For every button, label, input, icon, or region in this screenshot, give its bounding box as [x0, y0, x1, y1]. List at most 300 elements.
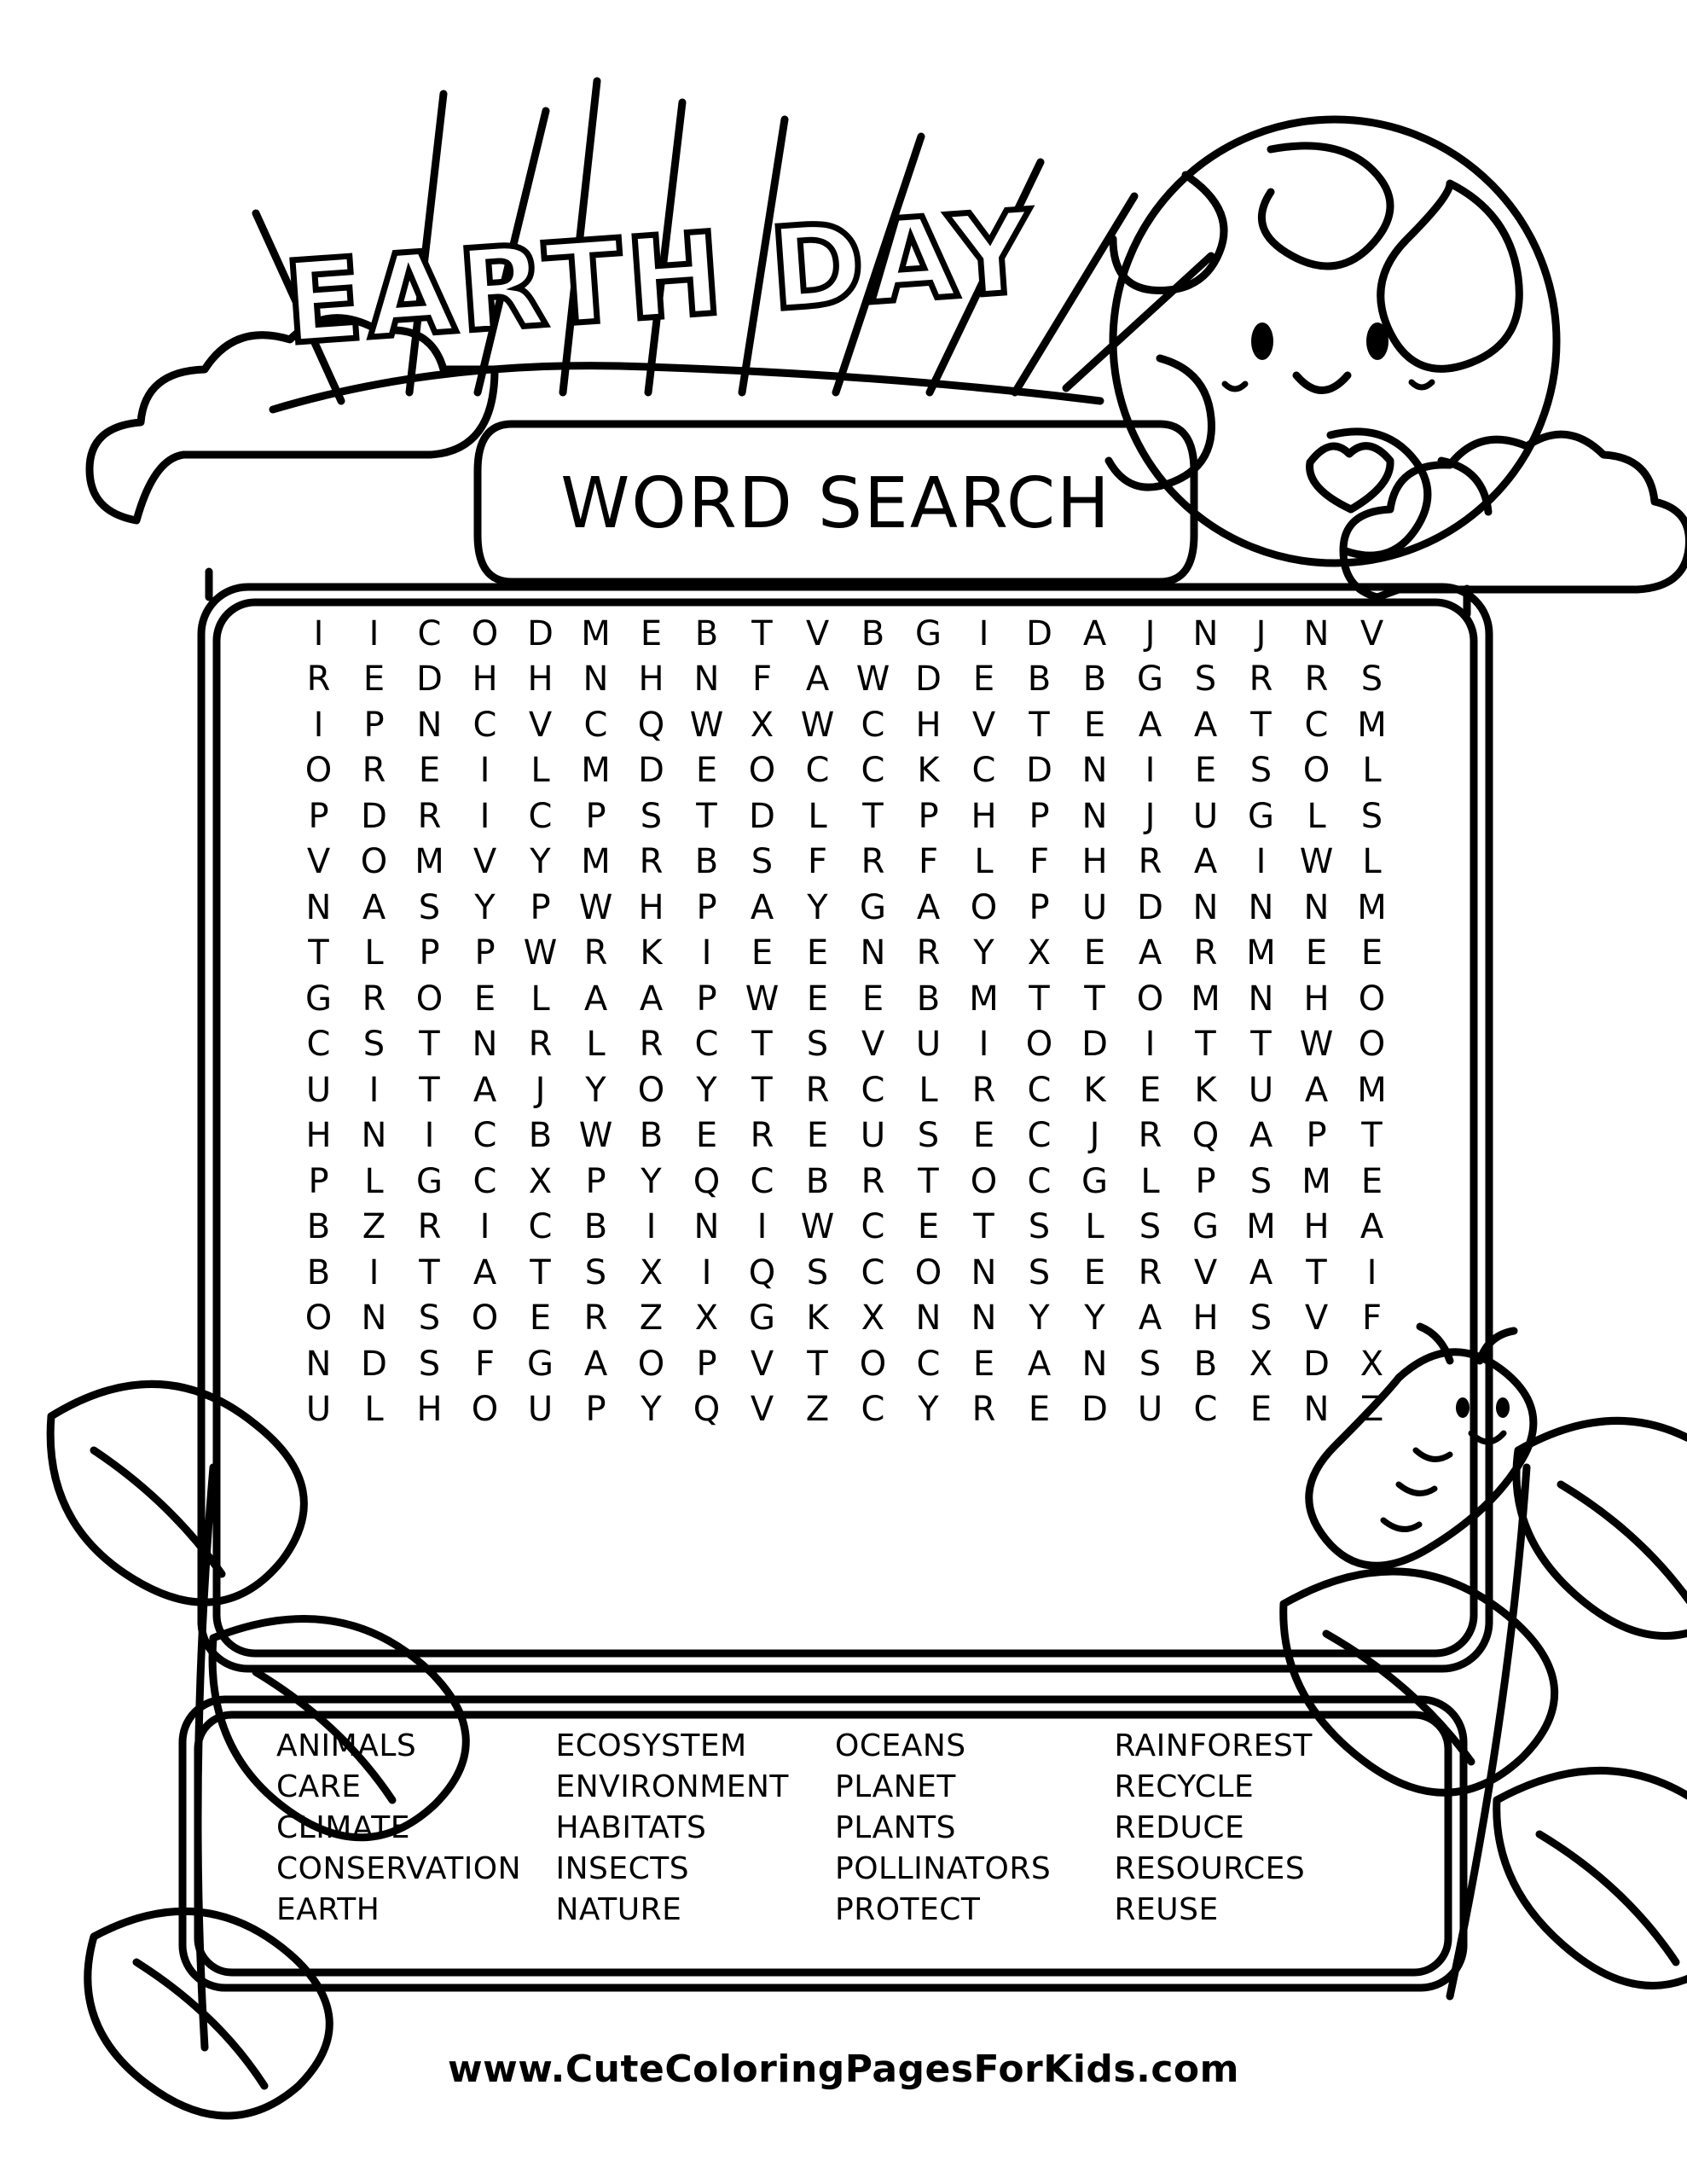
grid-cell: G — [1248, 796, 1274, 836]
grid-cell: Y — [585, 1070, 606, 1110]
grid-cell: P — [1306, 1116, 1327, 1156]
grid-cell: A — [472, 1252, 497, 1292]
grid-cell: N — [305, 887, 332, 927]
grid-cell: P — [419, 933, 440, 973]
grid-cell: E — [695, 751, 718, 791]
grid-cell: H — [1303, 979, 1330, 1019]
grid-cell: S — [1249, 1161, 1272, 1201]
grid-cell: C — [805, 751, 830, 791]
grid-cell: S — [1028, 1252, 1051, 1292]
grid-cell: B — [916, 979, 941, 1019]
grid-cell: C — [528, 796, 553, 836]
grid-cell: R — [861, 842, 885, 882]
grid-cell: N — [915, 1298, 942, 1339]
grid-cell: L — [974, 842, 994, 882]
grid-cell: L — [1140, 1161, 1160, 1201]
grid-cell: G — [305, 979, 332, 1019]
grid-cell: I — [368, 1070, 380, 1110]
grid-cell: T — [1306, 1252, 1327, 1292]
grid-cell: E — [695, 1116, 718, 1156]
grid-cell: M — [1357, 1070, 1387, 1110]
grid-cell: R — [306, 659, 331, 700]
grid-cell: G — [1192, 1207, 1219, 1247]
grid-cell: P — [585, 1390, 606, 1430]
grid-cell: Y — [696, 1070, 717, 1110]
grid-cell: C — [1193, 1390, 1218, 1430]
grid-cell: I — [701, 1252, 712, 1292]
grid-cell: S — [806, 1025, 829, 1065]
grid-cell: X — [639, 1252, 664, 1292]
grid-cell: N — [1192, 887, 1219, 927]
grid-cell: H — [416, 1390, 443, 1430]
grid-cell: U — [915, 1025, 942, 1065]
grid-cell: L — [1307, 796, 1326, 836]
grid-cell: B — [1193, 1344, 1218, 1384]
grid-cell: T — [1361, 1116, 1383, 1156]
grid-cell: X — [1249, 1344, 1273, 1384]
grid-cell: N — [971, 1252, 997, 1292]
grid-cell: K — [917, 751, 940, 791]
grid-cell: R — [362, 751, 386, 791]
grid-cell: T — [862, 796, 884, 836]
grid-cell: D — [1026, 613, 1052, 653]
grid-cell: H — [971, 796, 997, 836]
grid-cell: B — [694, 613, 719, 653]
word-list-item: PLANTS — [835, 1809, 956, 1845]
grid-cell: X — [694, 1298, 719, 1339]
grid-cell: R — [417, 796, 442, 836]
title-area — [0, 51, 1687, 597]
grid-cell: N — [361, 1116, 387, 1156]
grid-cell: M — [1191, 979, 1220, 1019]
grid-cell: N — [361, 1298, 387, 1339]
grid-cell: U — [1081, 887, 1108, 927]
grid-cell: A — [362, 887, 386, 927]
grid-cell: R — [417, 1207, 442, 1247]
grid-cell: J — [535, 1070, 546, 1110]
grid-cell: G — [915, 613, 942, 653]
grid-cell: Y — [1084, 1298, 1105, 1339]
grid-cell: A — [1249, 1252, 1273, 1292]
grid-cell: U — [1248, 1070, 1274, 1110]
grid-cell: Y — [1029, 1298, 1050, 1339]
grid-cell: S — [1360, 796, 1383, 836]
grid-cell: C — [861, 1070, 885, 1110]
grid-cell: C — [861, 1207, 885, 1247]
grid-cell: V — [861, 1025, 885, 1065]
grid-cell: J — [1255, 613, 1267, 653]
grid-cell: O — [1302, 751, 1330, 791]
grid-cell: A — [1082, 613, 1107, 653]
grid-cell: H — [472, 659, 498, 700]
grid-cell: E — [806, 979, 829, 1019]
grid-cell: F — [474, 1344, 495, 1384]
grid-cell: R — [1304, 659, 1329, 700]
grid-cell: L — [586, 1025, 606, 1065]
grid-cell: T — [1195, 1025, 1216, 1065]
grid-cell: T — [1084, 979, 1105, 1019]
grid-cell: T — [1029, 979, 1050, 1019]
grid-cell: E — [1028, 1390, 1051, 1430]
grid-cell: X — [1027, 933, 1052, 973]
grid-cell: O — [637, 1344, 665, 1384]
grid-cell: N — [1248, 979, 1274, 1019]
grid-cell: N — [305, 1344, 332, 1384]
grid-cell: B — [306, 1252, 331, 1292]
grid-cell: B — [583, 1207, 608, 1247]
grid-cell: Y — [474, 887, 496, 927]
grid-cell: D — [1026, 751, 1052, 791]
grid-cell: G — [1137, 659, 1163, 700]
grid-cell: E — [806, 1116, 829, 1156]
word-list-item: RESOURCES — [1114, 1850, 1306, 1886]
word-list-item: EARTH — [276, 1891, 380, 1927]
grid-cell: O — [914, 1252, 942, 1292]
word-list — [276, 1725, 1394, 1930]
word-list-item: PROTECT — [835, 1891, 981, 1927]
grid-cell: R — [1138, 842, 1162, 882]
grid-cell: U — [305, 1390, 332, 1430]
grid-cell: N — [1081, 796, 1108, 836]
grid-cell: M — [1357, 887, 1387, 927]
grid-cell: I — [313, 613, 324, 653]
grid-cell: K — [1083, 1070, 1106, 1110]
grid-cell: I — [1145, 751, 1156, 791]
grid-cell: N — [971, 1298, 997, 1339]
grid-cell: R — [1249, 659, 1273, 700]
grid-cell: P — [530, 887, 551, 927]
grid-cell: A — [1027, 1344, 1052, 1384]
grid-cell: C — [971, 751, 996, 791]
grid-cell: G — [527, 1344, 554, 1384]
grid-cell: L — [530, 979, 550, 1019]
grid-cell: T — [696, 796, 717, 836]
grid-cell: C — [472, 1161, 497, 1201]
grid-cell: I — [1145, 1025, 1156, 1065]
grid-cell: Q — [1191, 1116, 1220, 1156]
grid-cell: K — [806, 1298, 829, 1339]
word-list-item: RECYCLE — [1114, 1769, 1255, 1804]
grid-cell: W — [523, 933, 558, 973]
grid-cell: E — [1083, 933, 1106, 973]
grid-cell: N — [693, 1207, 720, 1247]
grid-cell: H — [1192, 1298, 1219, 1339]
grid-cell: V — [1359, 613, 1384, 653]
grid-cell: O — [970, 1161, 998, 1201]
grid-cell: S — [917, 1116, 940, 1156]
grid-cell: C — [1027, 1161, 1052, 1201]
grid-cell: H — [638, 659, 664, 700]
word-list-item: ANIMALS — [276, 1728, 417, 1763]
grid-cell: O — [471, 613, 499, 653]
grid-cell: D — [1137, 887, 1163, 927]
grid-cell: O — [1136, 979, 1164, 1019]
grid-cell: E — [1139, 1070, 1162, 1110]
grid-cell: R — [528, 1025, 553, 1065]
grid-cell: L — [364, 1390, 384, 1430]
grid-cell: C — [861, 751, 885, 791]
grid-cell: C — [306, 1025, 331, 1065]
grid-cell: S — [751, 842, 774, 882]
grid-cell: A — [639, 979, 664, 1019]
word-list-item: CLIMATE — [276, 1809, 410, 1845]
word-list-item: POLLINATORS — [835, 1850, 1052, 1886]
grid-cell: B — [1082, 659, 1107, 700]
grid-cell: M — [415, 842, 444, 882]
grid-cell: K — [640, 933, 663, 973]
grid-cell: E — [806, 933, 829, 973]
grid-cell: M — [581, 613, 611, 653]
grid-cell: R — [916, 933, 941, 973]
grid-cell: D — [1303, 1344, 1330, 1384]
grid-cell: J — [1145, 796, 1156, 836]
grid-cell: N — [693, 659, 720, 700]
grid-cell: D — [1081, 1025, 1108, 1065]
grid-cell: A — [750, 887, 774, 927]
grid-cell: E — [1360, 933, 1383, 973]
grid-cell: D — [527, 613, 554, 653]
grid-cell: O — [637, 1070, 665, 1110]
grid-cell: P — [1029, 887, 1050, 927]
grid-cell: X — [750, 705, 774, 745]
grid-cell: U — [305, 1070, 332, 1110]
word-list-item: CONSERVATION — [276, 1850, 522, 1886]
grid-cell: I — [1366, 1252, 1377, 1292]
grid-cell: M — [969, 979, 999, 1019]
grid-cell: D — [749, 796, 775, 836]
grid-cell: C — [417, 613, 442, 653]
grid-cell: C — [750, 1161, 774, 1201]
grid-cell: E — [1194, 751, 1217, 791]
grid-cell: R — [1138, 1252, 1162, 1292]
grid-cell: G — [749, 1298, 775, 1339]
grid-cell: P — [696, 887, 717, 927]
grid-cell: W — [689, 705, 724, 745]
grid-cell: T — [419, 1070, 440, 1110]
grid-cell: B — [1027, 659, 1052, 700]
grid-cell: O — [970, 887, 998, 927]
grid-cell: C — [694, 1025, 719, 1065]
grid-cell: M — [1246, 933, 1276, 973]
grid-cell: I — [701, 933, 712, 973]
grid-cell: L — [530, 751, 550, 791]
grid-cell: W — [800, 1207, 835, 1247]
grid-cell: Q — [693, 1161, 721, 1201]
word-list-box — [183, 1699, 1462, 1981]
grid-cell: D — [915, 659, 942, 700]
grid-cell: I — [1255, 842, 1267, 882]
grid-cell: E — [418, 751, 441, 791]
footer-url: www.CuteColoringPagesForKids.com — [448, 2048, 1239, 2091]
grid-cell: I — [368, 1252, 380, 1292]
grid-cell: T — [1250, 1025, 1272, 1065]
grid-cell: T — [419, 1025, 440, 1065]
word-list-item: REUSE — [1114, 1891, 1219, 1927]
grid-cell: E — [1305, 933, 1328, 973]
grid-cell: E — [473, 979, 496, 1019]
grid-cell: E — [1249, 1390, 1272, 1430]
grid-cell: L — [364, 1161, 384, 1201]
grid-cell: E — [972, 1116, 995, 1156]
grid-cell: L — [1362, 751, 1382, 791]
grid-cell: N — [472, 1025, 498, 1065]
grid-cell: R — [362, 979, 386, 1019]
grid-cell: A — [1249, 1116, 1273, 1156]
grid-cell: W — [578, 1116, 613, 1156]
grid-cell: C — [861, 1252, 885, 1292]
grid-cell: V — [805, 613, 830, 653]
grid-cell: R — [861, 1161, 885, 1201]
grid-cell: C — [1304, 705, 1329, 745]
grid-cell: Y — [807, 887, 828, 927]
grid-cell: A — [1138, 705, 1162, 745]
word-list-item: ECOSYSTEM — [555, 1728, 747, 1763]
grid-cell: V — [971, 705, 996, 745]
grid-cell: V — [1193, 1252, 1218, 1292]
grid-cell: N — [860, 933, 886, 973]
grid-cell: Q — [693, 1390, 721, 1430]
word-list-item: ENVIRONMENT — [555, 1769, 789, 1804]
grid-cell: R — [971, 1070, 996, 1110]
grid-cell: G — [416, 1161, 443, 1201]
grid-cell: I — [978, 1025, 989, 1065]
grid-cell: W — [745, 979, 780, 1019]
grid-cell: H — [638, 887, 664, 927]
grid-cell: E — [861, 979, 884, 1019]
grid-cell: R — [639, 842, 664, 882]
grid-cell: H — [1303, 1207, 1330, 1247]
grid-cell: T — [751, 1025, 773, 1065]
grid-cell: L — [808, 796, 827, 836]
grid-cell: T — [751, 613, 773, 653]
grid-cell: W — [1299, 1025, 1334, 1065]
grid-cell: E — [972, 659, 995, 700]
grid-cell: G — [1081, 1161, 1108, 1201]
grid-cell: Q — [637, 705, 665, 745]
grid-cell: I — [978, 613, 989, 653]
grid-cell: O — [415, 979, 443, 1019]
grid-cell: C — [861, 1390, 885, 1430]
grid-cell: Z — [805, 1390, 830, 1430]
grid-cell: C — [916, 1344, 941, 1384]
grid-cell: W — [578, 887, 613, 927]
page-title: EARTH DAY — [281, 186, 1041, 370]
grid-cell: X — [1359, 1344, 1384, 1384]
grid-cell: W — [855, 659, 890, 700]
grid-cell: U — [1192, 796, 1219, 836]
word-search-grid — [291, 611, 1400, 1432]
word-search-grid-frame — [201, 587, 1489, 1662]
grid-cell: T — [530, 1252, 551, 1292]
word-list-item: REDUCE — [1114, 1809, 1245, 1845]
grid-cell: D — [638, 751, 664, 791]
grid-cell: A — [1138, 1298, 1162, 1339]
grid-cell: M — [1301, 1161, 1331, 1201]
grid-cell: A — [583, 979, 608, 1019]
grid-cell: R — [750, 1116, 774, 1156]
grid-cell: M — [1246, 1207, 1276, 1247]
grid-cell: H — [1081, 842, 1108, 882]
grid-cell: T — [1250, 705, 1272, 745]
grid-cell: O — [1358, 1025, 1386, 1065]
grid-cell: C — [528, 1207, 553, 1247]
grid-cell: F — [807, 842, 827, 882]
grid-cell: E — [751, 933, 774, 973]
grid-cell: S — [640, 796, 663, 836]
grid-cell: U — [1137, 1390, 1163, 1430]
grid-cell: A — [1304, 1070, 1329, 1110]
grid-cell: V — [472, 842, 497, 882]
grid-cell: I — [479, 796, 490, 836]
grid-cell: X — [861, 1298, 885, 1339]
grid-cell: O — [304, 751, 333, 791]
grid-cell: S — [1139, 1207, 1162, 1247]
grid-cell: I — [368, 613, 380, 653]
grid-cell: P — [696, 979, 717, 1019]
grid-cell: O — [859, 1344, 887, 1384]
grid-cell: N — [583, 659, 609, 700]
grid-cell: L — [364, 933, 384, 973]
grid-cell: W — [800, 705, 835, 745]
word-list-item: HABITATS — [555, 1809, 707, 1845]
grid-cell: D — [416, 659, 443, 700]
grid-cell: N — [416, 705, 443, 745]
grid-cell: E — [917, 1207, 940, 1247]
grid-cell: O — [1025, 1025, 1053, 1065]
grid-cell: V — [306, 842, 331, 882]
grid-cell: E — [1083, 705, 1106, 745]
grid-cell: O — [471, 1390, 499, 1430]
grid-cell: B — [306, 1207, 331, 1247]
grid-cell: M — [581, 842, 611, 882]
grid-cell: S — [362, 1025, 386, 1065]
grid-cell: P — [308, 1161, 329, 1201]
grid-cell: Z — [362, 1207, 386, 1247]
grid-cell: U — [860, 1116, 886, 1156]
grid-cell: N — [1081, 751, 1108, 791]
grid-cell: A — [472, 1070, 497, 1110]
grid-cell: P — [696, 1344, 717, 1384]
grid-cell: P — [918, 796, 939, 836]
grid-cell: F — [918, 842, 938, 882]
grid-cell: R — [971, 1390, 996, 1430]
grid-cell: E — [1083, 1252, 1106, 1292]
grid-cell: O — [1358, 979, 1386, 1019]
grid-cell: P — [585, 1161, 606, 1201]
grid-cell: T — [973, 1207, 994, 1247]
grid-cell: P — [1195, 1161, 1216, 1201]
grid-cell: H — [527, 659, 554, 700]
grid-cell: O — [748, 751, 776, 791]
grid-cell: P — [585, 796, 606, 836]
grid-cell: F — [751, 659, 772, 700]
grid-cell: L — [1362, 842, 1382, 882]
grid-cell: S — [1139, 1344, 1162, 1384]
grid-cell: R — [1138, 1116, 1162, 1156]
grid-cell: T — [751, 1070, 773, 1110]
grid-cell: L — [1085, 1207, 1104, 1247]
grid-cell: L — [919, 1070, 938, 1110]
grid-cell: B — [694, 842, 719, 882]
grid-cell: R — [805, 1070, 830, 1110]
grid-cell: Y — [641, 1390, 662, 1430]
grid-cell: I — [313, 705, 324, 745]
grid-cell: W — [1299, 842, 1334, 882]
grid-cell: P — [1029, 796, 1050, 836]
grid-cell: S — [418, 1344, 441, 1384]
grid-cell: E — [640, 613, 663, 653]
word-list-item: INSECTS — [555, 1850, 690, 1886]
